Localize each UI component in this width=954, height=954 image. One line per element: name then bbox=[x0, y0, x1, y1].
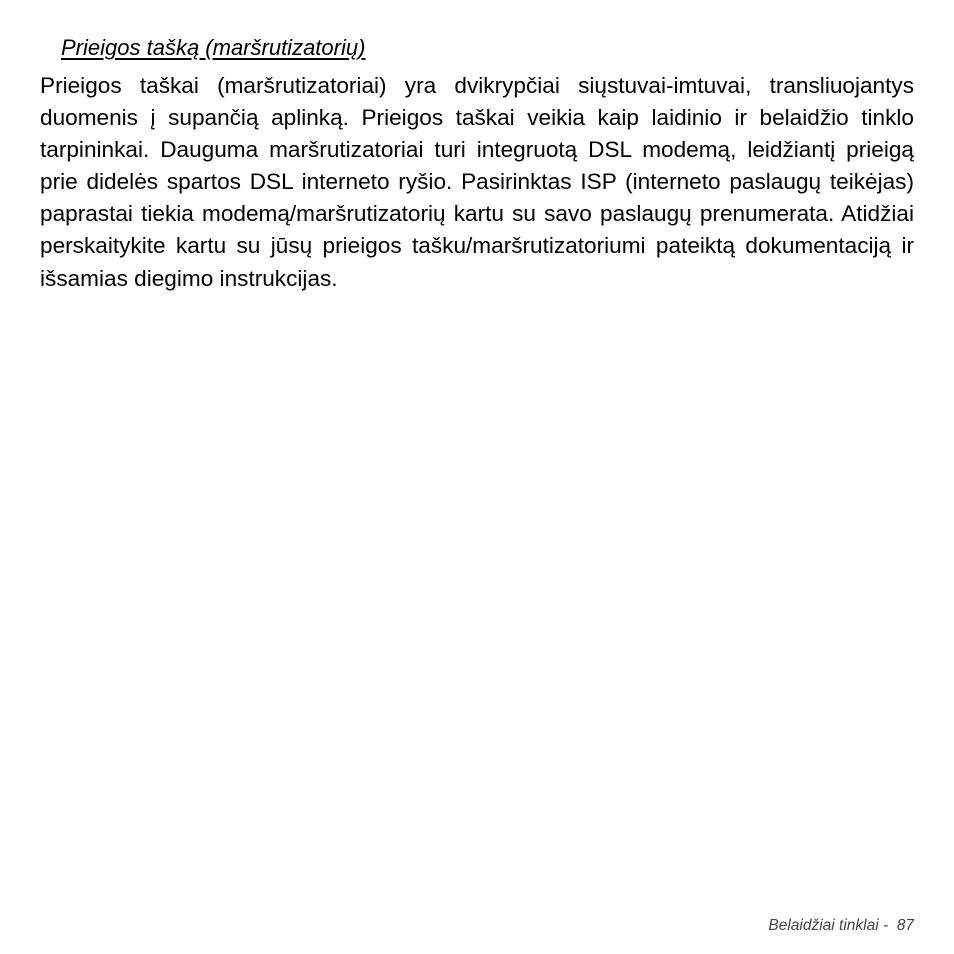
section-heading: Prieigos tašką (maršrutizatorių) bbox=[61, 35, 366, 60]
footer-page-number: 87 bbox=[896, 917, 914, 934]
footer-section-title: Belaidžiai tinklai - bbox=[768, 917, 889, 934]
page-footer bbox=[768, 917, 914, 935]
body-paragraph: Prieigos taškai (maršrutizatoriai) yra dvikrypčiai siųstuvai-imtuvai, transliuojantys duomenis į supančią aplinką. Prieigos taškai veikia kaip laidinio ir belaidžio tinklo tarpininkai. Dauguma maršrutizatoriai turi integruotą DSL modemą, leidžiantį prieigą prie didelės spartos DSL interneto ryšio. Pasirinktas ISP (interneto paslaugų teikėjas) paprastai tiekia modemą/maršrutizatorių kartu su savo paslaugų prenumerata. Atidžiai perskaitykite kartu su jūsų prieigos tašku/maršrutizatoriumi pateiktą dokumentaciją ir išsamias diegimo instrukcijas. bbox=[40, 73, 914, 291]
